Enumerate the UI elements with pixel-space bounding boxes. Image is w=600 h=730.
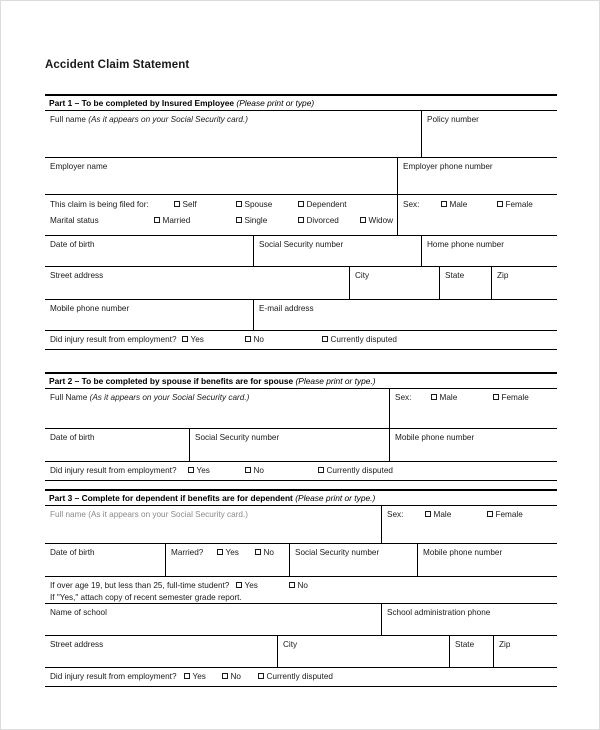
part-3-header: [45, 489, 557, 506]
part-3-injury-option-no[interactable]: [222, 671, 258, 682]
part-3-injury-group: [45, 668, 557, 686]
part-3-school-row: [45, 604, 557, 636]
part-2-header-note: (Please print or type.): [295, 376, 376, 386]
empty-checkbox-icon[interactable]: [493, 394, 499, 400]
part-3-student-option-yes[interactable]: [236, 580, 289, 591]
part-2-injury-option-yes[interactable]: [188, 465, 245, 476]
part-1-address-row: [45, 267, 557, 300]
part-1-city-label: City: [355, 271, 370, 280]
part-1-injury-label: Did injury result from employment?: [50, 335, 177, 344]
part-3-header-note: (Please print or type.): [295, 493, 376, 503]
part-1-injury-option-yes[interactable]: [182, 334, 245, 345]
empty-checkbox-icon[interactable]: [289, 582, 295, 588]
part-3-dob-label: Date of birth: [50, 548, 95, 557]
empty-checkbox-icon[interactable]: [425, 511, 431, 517]
option-label: Female: [505, 200, 533, 209]
option-label: Female: [501, 393, 529, 402]
empty-checkbox-icon[interactable]: [497, 201, 503, 207]
part-1-full-name-label: Full name: [50, 115, 86, 124]
part-3-school-name-label: Name of school: [50, 608, 107, 617]
part-1-mobile-label: Mobile phone number: [50, 304, 130, 313]
part-1-injury-option-no[interactable]: [245, 334, 322, 345]
empty-checkbox-icon[interactable]: [298, 217, 304, 223]
part-1-marital-status-line: [50, 215, 397, 226]
part-1-header-note: (Please print or type): [236, 98, 315, 108]
part-3-student-line: [50, 580, 557, 591]
part-3-student-option-no[interactable]: [289, 580, 308, 591]
part-1-city-field[interactable]: [349, 267, 439, 299]
empty-checkbox-icon[interactable]: [154, 217, 160, 223]
part-1-filed-for-label: This claim is being filed for:: [50, 200, 149, 209]
part-1-home-phone-label: Home phone number: [427, 240, 504, 249]
part-1-policy-number-label: Policy number: [427, 115, 479, 124]
option-label: Male: [433, 510, 452, 519]
option-label: Currently disputed: [326, 466, 393, 475]
option-label: Divorced: [306, 216, 339, 225]
part-1-dob-row: [45, 236, 557, 267]
part-1-email-label: E-mail address: [259, 304, 314, 313]
empty-checkbox-icon[interactable]: [184, 673, 190, 679]
part-2-injury-label: Did injury result from employment?: [50, 466, 177, 475]
empty-checkbox-icon[interactable]: [360, 217, 366, 223]
part-1-employer-name-label: Employer name: [50, 162, 108, 171]
part-2-sex-option-male[interactable]: [431, 392, 493, 403]
part-3-married-line: [171, 547, 289, 558]
part-3-school-phone-field[interactable]: [381, 604, 557, 635]
part-2-sex-group: [389, 389, 557, 428]
option-label: Yes: [192, 672, 206, 681]
part-3-sex-label: Sex:: [387, 510, 404, 519]
part-3-injury-row: [45, 668, 557, 687]
part-3-student-row: [45, 577, 557, 604]
option-label: Male: [439, 393, 458, 402]
empty-checkbox-icon[interactable]: [258, 673, 264, 679]
empty-checkbox-icon[interactable]: [487, 511, 493, 517]
part-3-city-label: City: [283, 640, 298, 649]
part-2-full-name-note: (As it appears on your Social Security card.): [89, 393, 250, 402]
part-3-married-label: Married?: [171, 548, 204, 557]
part-3-zip-field[interactable]: [493, 636, 557, 667]
part-1-name-row: [45, 111, 557, 158]
part-3-city-field[interactable]: [277, 636, 449, 667]
part-3-injury-label: Did injury result from employment?: [50, 672, 177, 681]
empty-checkbox-icon[interactable]: [236, 582, 242, 588]
part-1-header-label: Part 1 – To be completed by Insured Employee: [49, 98, 235, 108]
part-1-full-name-field[interactable]: [45, 111, 421, 157]
part-3-state-field[interactable]: [449, 636, 493, 667]
part-3-section: [45, 489, 557, 687]
part-1-filed-for-option-dependent[interactable]: [298, 199, 347, 210]
part-3-injury-line: [50, 671, 557, 682]
part-1-employer-row: [45, 158, 557, 195]
part-3-street-field[interactable]: [45, 636, 277, 667]
form-sheet: [45, 1, 557, 687]
part-1-street-field[interactable]: [45, 267, 349, 299]
part-2-ssn-label: Social Security number: [195, 433, 280, 442]
part-1-home-phone-field[interactable]: [421, 236, 557, 266]
part-2-header-label: Part 2 – To be completed by spouse if benefits are for spouse: [49, 376, 294, 386]
part-3-married-group: [165, 544, 289, 576]
part-1-dob-field[interactable]: [45, 236, 253, 266]
option-label: No: [253, 335, 264, 344]
part-1-injury-row: [45, 331, 557, 350]
empty-checkbox-icon[interactable]: [217, 549, 223, 555]
part-2-ssn-field[interactable]: [189, 429, 389, 461]
option-label: No: [230, 672, 241, 681]
title-spacer: [45, 72, 557, 94]
part-3-married-option-yes[interactable]: [217, 547, 255, 558]
part-3-school-phone-label: School administration phone: [387, 608, 491, 617]
part-2-injury-row: [45, 462, 557, 481]
part-1-email-field[interactable]: [253, 300, 557, 330]
option-label: Currently disputed: [330, 335, 397, 344]
part-2-dob-field[interactable]: [45, 429, 189, 461]
part-1-marital-option-single[interactable]: [236, 215, 298, 226]
part-3-sex-line: [387, 509, 557, 520]
part-1-filed-for-line: [50, 199, 397, 210]
empty-checkbox-icon[interactable]: [322, 336, 328, 342]
part-1-state-field[interactable]: [439, 267, 491, 299]
empty-checkbox-icon[interactable]: [245, 467, 251, 473]
part-3-married-option-no[interactable]: [255, 547, 274, 558]
page-title: Accident Claim Statement: [45, 59, 190, 71]
part-3-sex-group: [381, 506, 557, 543]
part-1-policy-number-field[interactable]: [421, 111, 557, 157]
part-3-header-label: Part 3 – Complete for dependent if benefits are for dependent: [49, 493, 293, 503]
part-1-marital-option-divorced[interactable]: [298, 215, 360, 226]
option-label: No: [263, 548, 274, 557]
empty-checkbox-icon[interactable]: [174, 201, 180, 207]
empty-checkbox-icon[interactable]: [188, 467, 194, 473]
part-2-dob-label: Date of birth: [50, 433, 95, 442]
part-3-injury-option-yes[interactable]: [184, 671, 222, 682]
part-1-marital-option-widow[interactable]: [360, 215, 393, 226]
part-3-dob-field[interactable]: [45, 544, 165, 576]
part-1-filed-for-option-spouse[interactable]: [236, 199, 298, 210]
part-2-section: [45, 372, 557, 481]
part-3-sex-option-female[interactable]: [487, 509, 523, 520]
part-1-sex-label: Sex:: [403, 200, 420, 209]
part-2-sex-label: Sex:: [395, 393, 412, 402]
part-1-zip-field[interactable]: [491, 267, 557, 299]
option-label: Yes: [244, 581, 258, 590]
empty-checkbox-icon[interactable]: [431, 394, 437, 400]
empty-checkbox-icon[interactable]: [255, 549, 261, 555]
part-2-name-row: [45, 389, 557, 429]
part-3-mobile-field[interactable]: [417, 544, 557, 576]
option-label: No: [253, 466, 264, 475]
empty-checkbox-icon[interactable]: [236, 217, 242, 223]
part-3-dob-row: [45, 544, 557, 577]
part-2-header: [45, 372, 557, 389]
empty-checkbox-icon[interactable]: [182, 336, 188, 342]
part-1-injury-option-disputed[interactable]: [322, 334, 397, 345]
part-3-name-row: [45, 506, 557, 544]
part-1-street-label: Street address: [50, 271, 104, 280]
option-label: Single: [244, 216, 268, 225]
part-2-sex-line: [395, 392, 557, 403]
part-3-zip-label: Zip: [499, 640, 511, 649]
part-1-employer-phone-label: Employer phone number: [403, 162, 493, 171]
part-3-full-name-label: Full name (As it appears on your Social Security card.): [50, 510, 248, 519]
empty-checkbox-icon[interactable]: [441, 201, 447, 207]
part-1-dob-label: Date of birth: [50, 240, 95, 249]
part-3-address-row: [45, 636, 557, 668]
part-2-mobile-label: Mobile phone number: [395, 433, 475, 442]
empty-checkbox-icon[interactable]: [222, 673, 228, 679]
part-1-state-label: State: [445, 271, 465, 280]
part-1-full-name-note: (As it appears on your Social Security card.): [88, 115, 248, 124]
part-3-mobile-label: Mobile phone number: [423, 548, 503, 557]
part-1-marital-status-label: Marital status: [50, 216, 99, 225]
part-3-state-label: State: [455, 640, 475, 649]
part-2-injury-line: [50, 465, 557, 476]
part-1-zip-label: Zip: [497, 271, 509, 280]
part-1-section: [45, 94, 557, 350]
part-3-student-note: If "Yes," attach copy of recent semester grade report.: [50, 593, 242, 602]
part-2-injury-option-disputed[interactable]: [318, 465, 393, 476]
part-1-mobile-field[interactable]: [45, 300, 253, 330]
option-label: Self: [182, 200, 197, 209]
part-3-ssn-label: Social Security number: [295, 548, 380, 557]
part-3-student-group: [45, 577, 557, 603]
part-1-ssn-field[interactable]: [253, 236, 421, 266]
part-2-mobile-field[interactable]: [389, 429, 557, 461]
part-1-sex-line: [403, 199, 557, 210]
part-1-contact-row: [45, 300, 557, 331]
part-1-claim-type-group: [45, 195, 397, 235]
part-2-injury-group: [45, 462, 557, 480]
option-label: Dependent: [306, 200, 347, 209]
part-1-injury-line: [50, 334, 557, 345]
option-label: No: [297, 581, 308, 590]
part-1-sex-option-male[interactable]: [441, 199, 497, 210]
part-2-to-3-spacer: [45, 481, 557, 489]
part-3-student-label: If over age 19, but less than 25, full-time student?: [50, 581, 230, 590]
empty-checkbox-icon[interactable]: [236, 201, 242, 207]
part-2-sex-option-female[interactable]: [493, 392, 529, 403]
part-1-header: [45, 94, 557, 111]
part-2-full-name-label: Full Name: [50, 393, 88, 402]
part-3-street-label: Street address: [50, 640, 104, 649]
part-3-sex-option-male[interactable]: [425, 509, 487, 520]
part-2-full-name-field[interactable]: [45, 389, 389, 428]
part-3-injury-option-disputed[interactable]: [258, 671, 333, 682]
part-3-ssn-field[interactable]: [289, 544, 417, 576]
empty-checkbox-icon[interactable]: [298, 201, 304, 207]
option-label: Spouse: [244, 200, 273, 209]
part-1-to-2-spacer: [45, 350, 557, 372]
part-1-employer-name-field[interactable]: [45, 158, 397, 194]
part-2-dob-row: [45, 429, 557, 462]
part-1-sex-group: [397, 195, 557, 235]
option-label: Married: [162, 216, 191, 225]
option-label: Yes: [225, 548, 239, 557]
empty-checkbox-icon[interactable]: [318, 467, 324, 473]
part-3-school-name-field[interactable]: [45, 604, 381, 635]
option-label: Yes: [196, 466, 210, 475]
part-1-ssn-label: Social Security number: [259, 240, 344, 249]
part-1-employer-phone-field[interactable]: [397, 158, 557, 194]
empty-checkbox-icon[interactable]: [245, 336, 251, 342]
part-3-full-name-field[interactable]: [45, 506, 381, 543]
option-label: Widow: [368, 216, 394, 225]
option-label: Yes: [190, 335, 204, 344]
option-label: Female: [495, 510, 523, 519]
option-label: Currently disputed: [266, 672, 333, 681]
part-1-sex-option-female[interactable]: [497, 199, 533, 210]
part-2-injury-option-no[interactable]: [245, 465, 318, 476]
option-label: Male: [449, 200, 468, 209]
part-1-filed-for-option-self[interactable]: [174, 199, 236, 210]
part-1-marital-option-married[interactable]: [154, 215, 236, 226]
part-1-claim-type-row: [45, 195, 557, 236]
part-1-injury-group: [45, 331, 557, 349]
